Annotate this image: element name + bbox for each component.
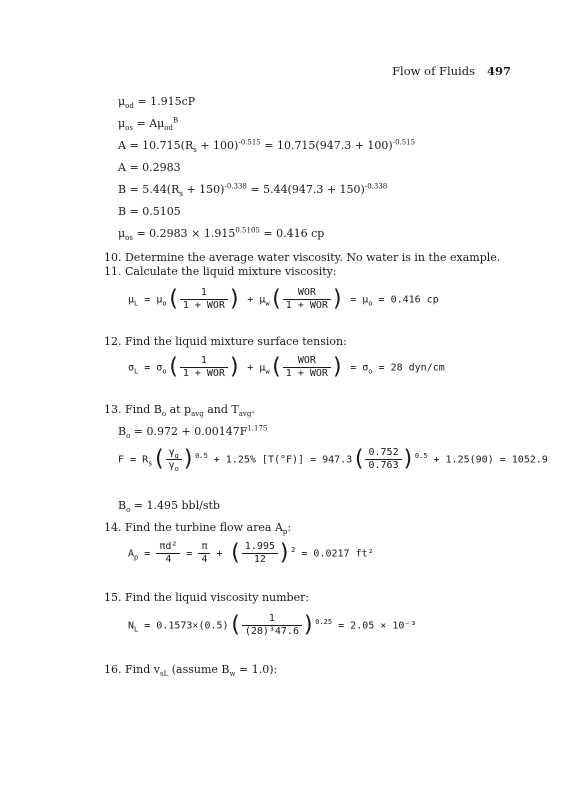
mu-os-value: $\mu_{os} = 0.2983 \times 1.915^{0.5105} = 0.416$ cp <box>118 226 325 243</box>
step-11: 11. Calculate the liquid mixture viscosity: <box>104 265 337 278</box>
B-value: B = 0.5105 <box>118 205 181 218</box>
A-equation: $A = 10.715(R_s + 100)^{-0.515} = 10.715(947.3 + 100)^{-0.515}$ <box>118 138 416 155</box>
step-13: 13. Find $B_o$ at $p_{avg}$ and $T_{avg}$. <box>104 403 255 419</box>
step-14: 14. Find the turbine flow area $A_p$: <box>104 521 292 537</box>
step-12: 12. Find the liquid mixture surface tension: <box>104 335 347 348</box>
A-value: A = 0.2983 <box>118 161 181 174</box>
F-equation: $F = R_s$( $\frac{\gamma_g}{\gamma_o}$ )$^{0.5}$ + 1.25% [T(°F)] = 947.3( $\frac{0.752}{0.763}$ )$^{0.5}$ + 1.25(90) = 1052.9 <box>118 446 548 473</box>
step-15: 15. Find the liquid viscosity number: <box>104 591 310 604</box>
page-number: 497 <box>486 64 511 78</box>
running-header <box>392 64 511 78</box>
viscosity-number-equation: $N_L = 0.1573\times(0.5)$( $\frac{1}{\text{(28)³47.6}}$ )$^{0.25}$ = 2.05 × 10⁻³ <box>128 612 417 638</box>
running-title: Flow of Fluids <box>392 64 475 78</box>
step-10: 10. Determine the average water viscosity. No water is in the example. <box>104 251 501 264</box>
mu-od-line: $\mu_{od} = 1.915cP$ <box>118 95 196 111</box>
turbine-area-equation: $A_p$ = $\frac{\text{πd²}}{4}$ = $\frac{\pi}{4}$ + ( $\frac{1.995}{12}$ )$^2$ = 0.0217 ft² <box>128 540 374 566</box>
Bo-value: $B_o = 1.495$ bbl/stb <box>118 499 220 515</box>
liquid-viscosity-equation: $\mu_L = \mu_o$( $\frac{1}{\text{1 + WOR}}$ ) + $\mu_w$( $\frac{\text{WOR}}{\text{1 + WOR}}$ ) = $\mu_o = 0.416$ cp <box>128 286 439 312</box>
step-16: 16. Find $v_{sL}$ (assume $B_w = 1.0$): <box>104 663 278 679</box>
surface-tension-equation: $\sigma_L = \sigma_o$( $\frac{1}{\text{1 + WOR}}$ ) + $\mu_w$( $\frac{\text{WOR}}{\text{1 + WOR}}$ ) = $\sigma_o = 28$ dyn/cm <box>128 354 445 380</box>
Bo-equation: $B_o = 0.972 + 0.00147F^{1.175}$ <box>118 424 268 441</box>
B-equation: $B = 5.44(R_s + 150)^{-0.338} = 5.44(947.3 + 150)^{-0.338}$ <box>118 182 388 199</box>
mu-os-form-line: $\mu_{os} = A\mu_{od}^B$ <box>118 116 179 133</box>
